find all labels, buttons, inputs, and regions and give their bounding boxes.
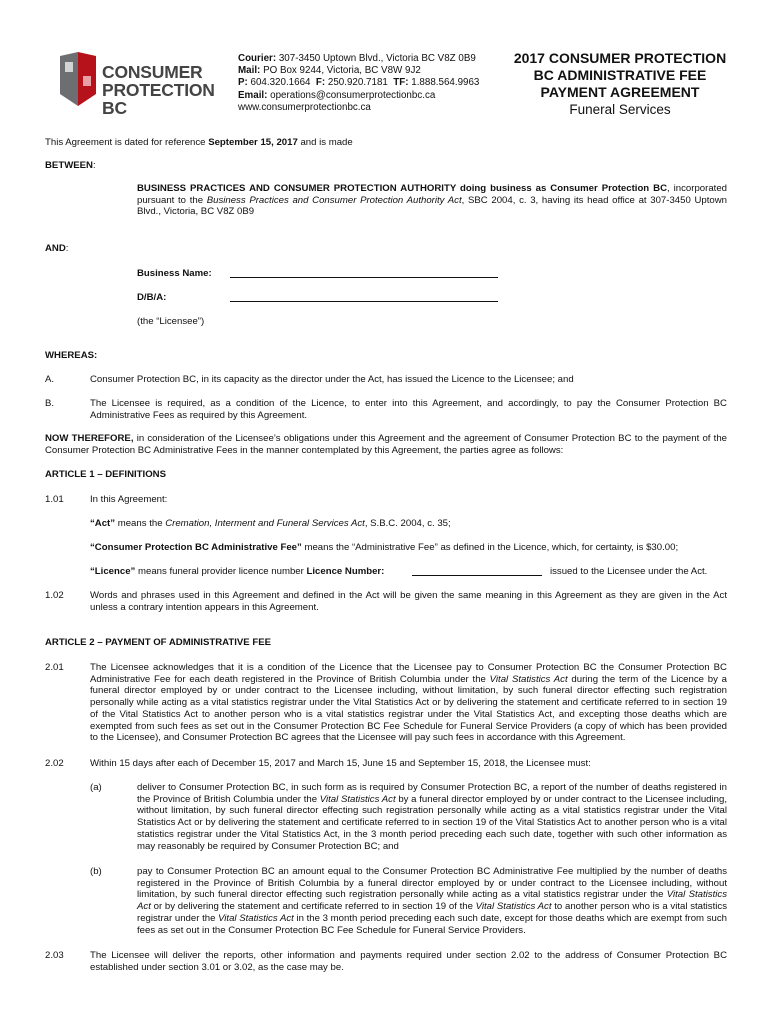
section-2-03: The Licensee will deliver the reports, other information and payments required under section 2.02 to the address of Consumer Protection BC established under section 3.01 or 3.02, as the case may be. <box>90 950 727 973</box>
item-b-text-3: to another person who is a vital statistics registrar under the <box>137 901 727 924</box>
now-therefore-bold: NOW THEREFORE, <box>45 433 134 444</box>
fee-term: “Consumer Protection BC Administrative Fee” <box>90 542 302 553</box>
section-1-02-num: 1.02 <box>45 590 64 601</box>
item-a-label: (a) <box>90 782 102 793</box>
item-b-act-1: Vital Statistics Act <box>137 889 727 913</box>
logo <box>58 50 228 118</box>
licence-post: issued to the Licensee under the Act. <box>550 566 708 577</box>
s201-text-a: The Licensee acknowledges that it is a condition of the Licence that the Licensee pay to Consumer Protection BC the Consumer Protection BC Administrative Fee for each death registered in the Province of British Columbia under the <box>90 662 727 685</box>
mail-label: Mail: <box>238 65 261 77</box>
courier-label: Courier: <box>238 53 277 64</box>
title-line-3: PAYMENT AGREEMENT <box>540 84 700 100</box>
section-2-01 <box>90 662 727 744</box>
fee-text: means the “Administrative Fee” as defined in the Licence, which, for certainty, is $30.00; <box>301 542 679 553</box>
between-heading <box>45 160 96 172</box>
recital-b: The Licensee is required, as a condition of the Licence, to enter into this Agreement, and accordingly, to pay the Consumer Protection BC Administrative Fees as required by this Agreement. <box>90 398 727 421</box>
phone-label: P: <box>238 77 248 89</box>
logo-line-1: CONSUMER <box>102 62 203 82</box>
intro-pre: This Agreement is dated for reference <box>45 137 209 148</box>
intro-line <box>45 137 353 149</box>
shield-logo-icon <box>58 52 98 108</box>
licence-term: “Licence” <box>90 566 136 577</box>
item-b <box>137 866 727 936</box>
recital-b-num: B. <box>45 398 55 409</box>
item-b-text-2: or by delivering the statement and certificate referred to in section 19 of the <box>150 901 476 913</box>
party-comma: , <box>667 183 670 194</box>
definition-licence <box>90 566 384 578</box>
s201-text-b: during the term of the Licence by a funeral director employed by or under contract to the Licensee including, without limitation, by such funeral director effecting such registration personally while acting as a vital statistics registrar under the Vital Statistics Act or by delivering the statement and certificate referred to in section 19 of the Vital Statistics Act to another person who is a vital statistics registrar under the Vital Statistics Act, and excepting those deaths which are exempted from such fees as set out in the Consumer Protection BC Fee Schedule for Funeral Service Providers (a copy of which has been provided to the Licensee), and Consumer Protection BC agrees that the Licensee will pay such fees in accordance with this Agreement. <box>90 673 728 744</box>
dba-field[interactable] <box>230 292 498 302</box>
section-2-02-num: 2.02 <box>45 758 64 769</box>
definition-fee <box>90 542 740 554</box>
s201-act: Vital Statistics Act <box>489 673 568 685</box>
article-2-title: ARTICLE 2 – PAYMENT OF ADMINISTRATIVE FEE <box>45 637 272 648</box>
act-term: “Act” <box>90 518 116 529</box>
article-1-title: ARTICLE 1 – DEFINITIONS <box>45 469 166 480</box>
item-b-text-4: in the 3 month period preceding each such date, except for those deaths which are exempt from such fees as set out in the Consumer Protection BC Fee Schedule for Funeral Service Providers. <box>137 912 727 936</box>
now-therefore-text: in consideration of the Licensee’s obligations under this Agreement and the agreement of Consumer Protection BC to the payment of the Consumer Protection BC Administrative Fees in the manner contemplated by this Agreement, the parties agree as follows: <box>45 433 727 456</box>
email-label: Email: <box>238 89 268 101</box>
email: operations@consumerprotectionbc.ca <box>270 89 436 101</box>
and-colon: : <box>65 243 69 254</box>
item-a <box>137 782 727 852</box>
section-2-01-num: 2.01 <box>45 662 64 673</box>
licence-number-field[interactable] <box>412 566 542 576</box>
recital-a-num: A. <box>45 374 55 385</box>
business-name-text: Business Name: <box>137 268 212 279</box>
between-colon: : <box>92 160 96 171</box>
mail-address: PO Box 9244, Victoria, BC V8W 9J2 <box>263 65 421 77</box>
item-a-act: Vital Statistics Act <box>319 793 396 805</box>
section-1-02: Words and phrases used in this Agreement and defined in the Act will be given the same meaning in this Agreement as they are given in the Act unless a contrary intention appears in this Agreement. <box>90 590 727 613</box>
phone: 604.320.1664 <box>250 77 311 89</box>
contact-block <box>238 53 479 114</box>
article-2-heading <box>45 637 271 649</box>
tollfree-label: TF: <box>393 77 409 89</box>
fax-label: F: <box>315 77 326 89</box>
act-post: , S.B.C. 2004, c. 35; <box>364 518 451 529</box>
courier-address: 307-3450 Uptown Blvd., Victoria BC V8Z 0B9 <box>278 53 476 64</box>
recital-a: Consumer Protection BC, in its capacity as the director under the Act, has issued the Licence to the Licensee; and <box>90 374 574 385</box>
title-line-2: BC ADMINISTRATIVE FEE <box>533 67 707 83</box>
dba-label <box>137 292 166 304</box>
party-text-1: incorporated pursuant to the <box>137 183 727 206</box>
licensee-definition: (the “Licensee”) <box>137 316 205 327</box>
licence-text: means funeral provider licence number <box>135 566 307 577</box>
website: www.consumerprotectionbc.ca <box>238 101 371 113</box>
item-b-act-2: Vital Statistics Act <box>475 901 552 913</box>
between-label: BETWEEN <box>45 160 93 171</box>
dba-text: D/B/A: <box>137 292 167 303</box>
item-b-text-1: pay to Consumer Protection BC an amount equal to the Consumer Protection BC Administrative Fee multiplied by the number of deaths registered in the Province of British Columbia by a funeral director employed by or under contract to the Licensee including, without limitation, by such funeral director effecting such registration personally while acting as a vital statistics registrar under the <box>137 866 727 901</box>
article-1-heading <box>45 469 166 481</box>
fax: 250.920.7181 <box>327 77 388 89</box>
logo-line-2: PROTECTION BC <box>102 80 215 118</box>
intro-post: and is made <box>297 137 353 148</box>
now-therefore <box>45 433 727 456</box>
section-1-01-num: 1.01 <box>45 494 64 505</box>
definition-act <box>90 518 727 530</box>
act-name: Cremation, Interment and Funeral Services Act <box>165 518 365 529</box>
act-pre: means the <box>115 518 166 529</box>
item-a-text-1: deliver to Consumer Protection BC, in such form as is required by Consumer Protection BC, a report of the number of deaths registered in the Province of British Columbia under the <box>137 782 727 805</box>
and-label: AND <box>45 243 66 254</box>
whereas-label: WHEREAS: <box>45 350 98 361</box>
item-a-text-2: by a funeral director employed by or under contract to the Licensee including, without limitation, by such funeral director effecting such registration personally while acting as a vital statistics registrar under the Vital Statistics Act or by delivering the statement and certificate referred to in section 19 of the Vital Statistics Act to another person who is a vital statistics registrar under the Vital Statistics Act, in the 3 month period preceding each such date, together with such other information as may reasonably be required by Consumer Protection BC; and <box>137 793 727 852</box>
title-subtitle: Funeral Services <box>569 102 671 117</box>
item-b-act-3: Vital Statistics Act <box>218 912 294 924</box>
tollfree: 1.888.564.9963 <box>411 77 480 89</box>
and-heading <box>45 243 68 255</box>
document-title <box>505 50 735 118</box>
business-name-field[interactable] <box>230 268 498 278</box>
title-line-1: 2017 CONSUMER PROTECTION <box>513 50 727 66</box>
item-b-label: (b) <box>90 866 102 877</box>
agreement-date: September 15, 2017 <box>208 137 298 148</box>
section-1-01: In this Agreement: <box>90 494 168 505</box>
section-2-02: Within 15 days after each of December 15, 2017 and March 15, June 15 and September 15, 2018, the Licensee must: <box>90 758 591 769</box>
whereas-heading <box>45 350 97 362</box>
business-name-label <box>137 268 212 280</box>
party-cpbc <box>137 183 727 218</box>
licence-number-label: Licence Number: <box>306 566 385 577</box>
section-2-03-num: 2.03 <box>45 950 64 961</box>
party-act: Business Practices and Consumer Protection Authority Act <box>206 194 462 206</box>
party-name: BUSINESS PRACTICES AND CONSUMER PROTECTION AUTHORITY doing business as Consumer Protection BC <box>137 183 667 194</box>
party-text-2: , SBC 2004, c. 3, having its head office at 307-3450 Uptown Blvd., Victoria, BC V8Z 0B9 <box>137 194 727 218</box>
